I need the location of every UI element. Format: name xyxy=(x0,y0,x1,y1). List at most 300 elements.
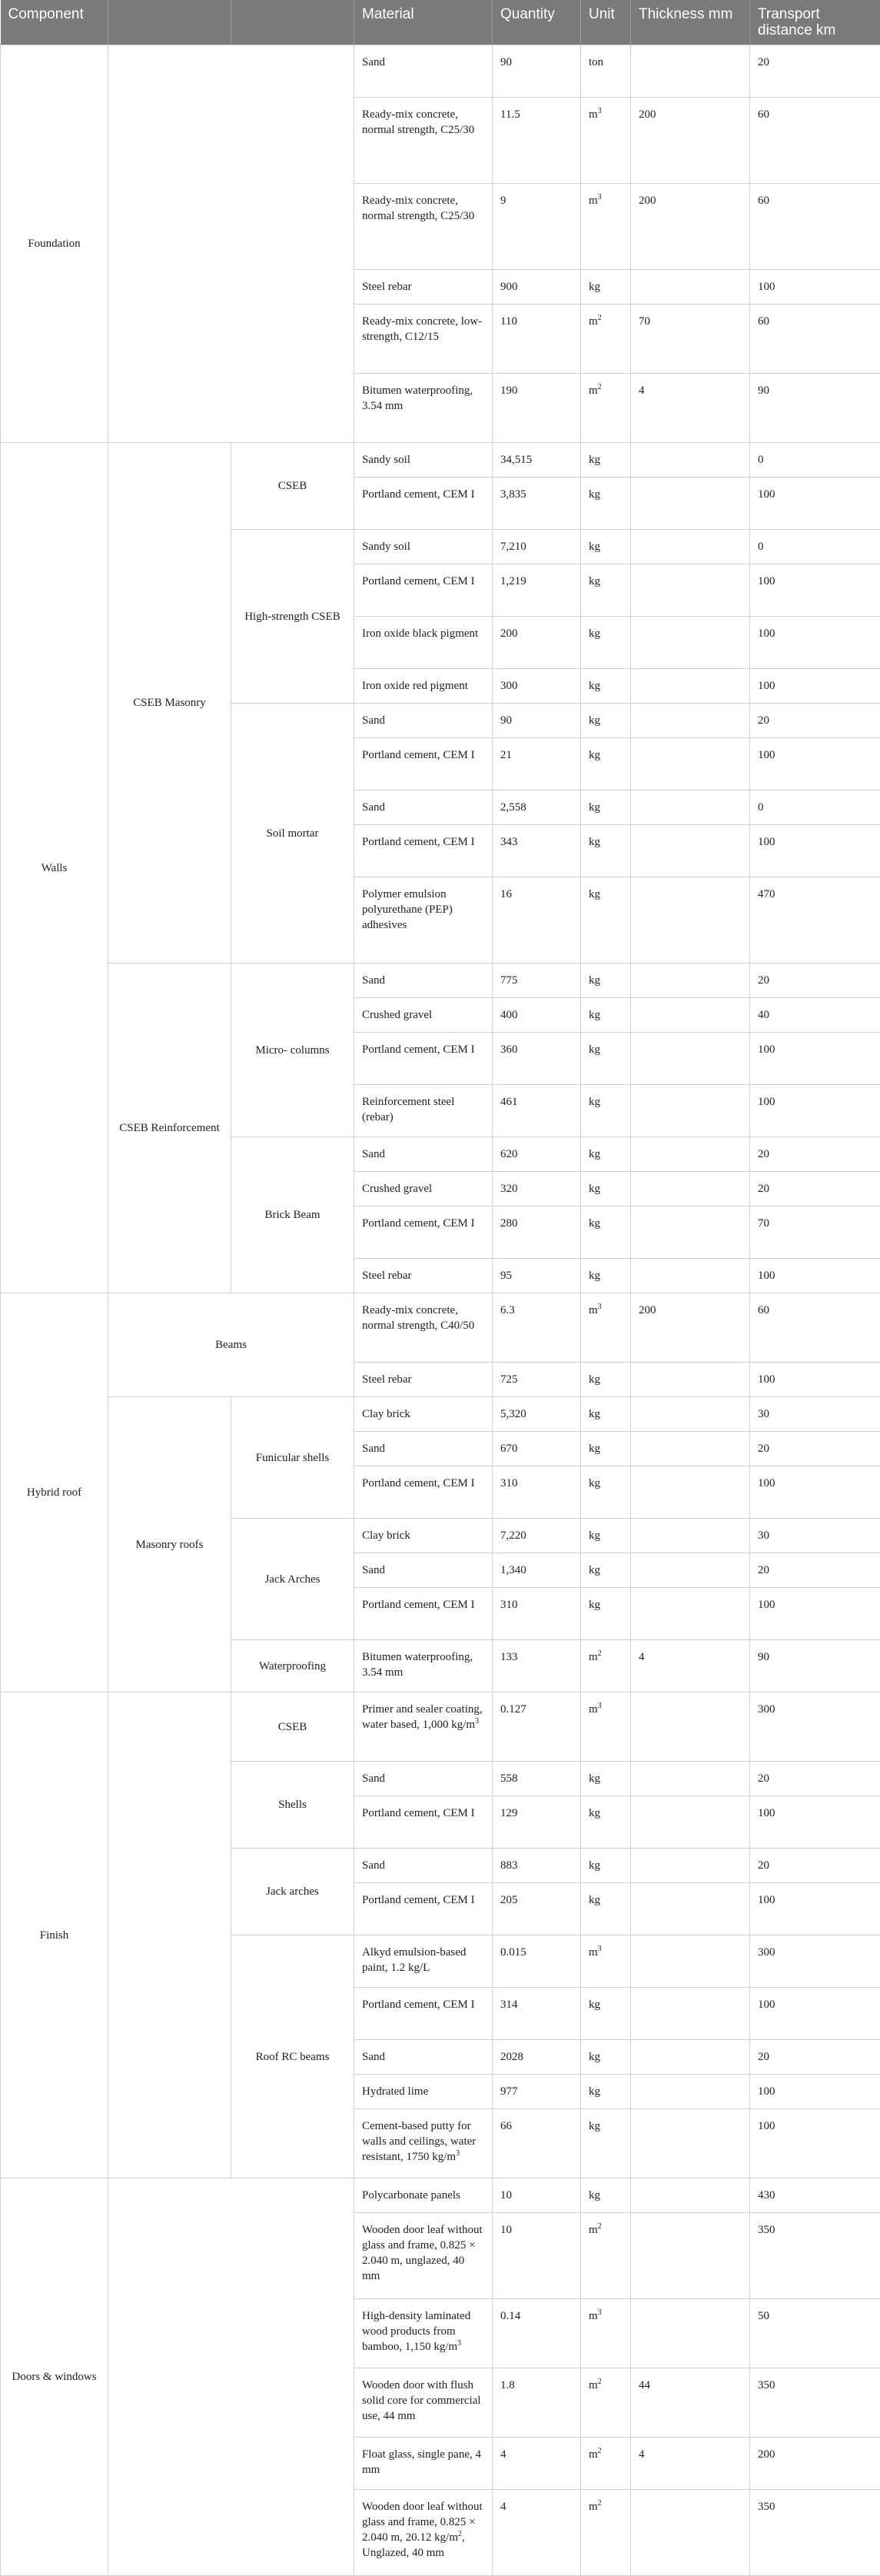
header-transport: Transport distance km xyxy=(750,0,880,45)
quantity-cell: 90 xyxy=(493,45,581,98)
thickness-cell xyxy=(631,2040,750,2075)
transport-cell: 60 xyxy=(750,184,880,270)
transport-cell: 100 xyxy=(750,1085,880,1137)
quantity-cell: 133 xyxy=(493,1640,581,1692)
quantity-cell: 320 xyxy=(493,1172,581,1206)
material-cell: Sand xyxy=(354,1553,493,1588)
unit-cell: $m^3$ xyxy=(581,1935,631,1988)
thickness-cell xyxy=(631,530,750,564)
thickness-cell: 200 xyxy=(631,1293,750,1363)
unit-cell: kg xyxy=(581,1796,631,1849)
header-unit: Unit xyxy=(581,0,631,45)
quantity-cell: 10 xyxy=(493,2213,581,2299)
quantity-cell: 11.5 xyxy=(493,98,581,184)
material-cell: Wooden door leaf without glass and frame, 0.825 × 2.040 m, 20.12 $kg/m^2$, Unglazed, 40 mm xyxy=(354,2490,493,2576)
material-cell: Steel rebar xyxy=(354,1363,493,1397)
unit-cell: kg xyxy=(581,964,631,998)
thickness-cell xyxy=(631,1363,750,1397)
unit-cell: kg xyxy=(581,478,631,530)
transport-cell: 50 xyxy=(750,2299,880,2368)
transport-cell: 60 xyxy=(750,98,880,184)
table-row xyxy=(1,1397,880,1432)
thickness-cell xyxy=(631,443,750,478)
quantity-cell: 200 xyxy=(493,617,581,669)
material-cell: Portland cement, CEM I xyxy=(354,1466,493,1519)
subgroup-cseb: CSEB xyxy=(231,443,354,530)
unit-superscript: 3 xyxy=(598,1945,602,1953)
quantity-cell: 6.3 xyxy=(493,1293,581,1363)
material-cell: Sand xyxy=(354,1762,493,1796)
transport-cell: 0 xyxy=(750,443,880,478)
quantity-cell: 1,219 xyxy=(493,564,581,617)
material-cell: Ready-mix concrete, low-strength, C12/15 xyxy=(354,305,493,374)
quantity-cell: 900 xyxy=(493,270,581,305)
thickness-cell xyxy=(631,1137,750,1172)
transport-cell: 90 xyxy=(750,374,880,443)
quantity-cell: 66 xyxy=(493,2109,581,2178)
material-cell: Sandy soil xyxy=(354,443,493,478)
material-cell: Sand xyxy=(354,1849,493,1883)
material-cell: Primer and sealer coating, water based, 1,000 $kg/m^3$ xyxy=(354,1692,493,1762)
unit-cell: $m^2$ xyxy=(581,374,631,443)
transport-cell: 100 xyxy=(750,669,880,704)
thickness-cell xyxy=(631,1519,750,1553)
thickness-cell: 200 xyxy=(631,184,750,270)
quantity-cell: 21 xyxy=(493,738,581,790)
table-header-row xyxy=(1,0,880,45)
material-cell: Bitumen waterproofing, 3.54 mm xyxy=(354,374,493,443)
transport-cell: 350 xyxy=(750,2213,880,2299)
transport-cell: 100 xyxy=(750,478,880,530)
material-cell: Sand xyxy=(354,2040,493,2075)
material-cell: Ready-mix concrete, normal strength, C25/30 xyxy=(354,98,493,184)
unit-superscript: 2 xyxy=(598,1649,602,1658)
thickness-cell xyxy=(631,617,750,669)
quantity-cell: 16 xyxy=(493,877,581,964)
material-cell: Polymer emulsion polyurethane (PEP) adhesives xyxy=(354,877,493,964)
empty-group xyxy=(108,1692,231,2178)
quantity-cell: 883 xyxy=(493,1849,581,1883)
quantity-cell: 0.127 xyxy=(493,1692,581,1762)
thickness-cell xyxy=(631,1553,750,1588)
thickness-cell xyxy=(631,998,750,1033)
material-cell: Steel rebar xyxy=(354,270,493,305)
transport-cell: 100 xyxy=(750,1883,880,1935)
unit-cell: kg xyxy=(581,2040,631,2075)
unit-cell: kg xyxy=(581,1033,631,1085)
transport-cell: 100 xyxy=(750,1588,880,1640)
transport-cell: 430 xyxy=(750,2178,880,2213)
quantity-cell: 461 xyxy=(493,1085,581,1137)
thickness-cell xyxy=(631,877,750,964)
subgroup-jack-arches-finish: Jack arches xyxy=(231,1849,354,1935)
transport-cell: 20 xyxy=(750,45,880,98)
unit-cell: kg xyxy=(581,825,631,877)
thickness-cell xyxy=(631,564,750,617)
thickness-cell xyxy=(631,1588,750,1640)
subgroup-funicular-shells: Funicular shells xyxy=(231,1397,354,1519)
transport-cell: 100 xyxy=(750,1988,880,2040)
material-cell: Sand xyxy=(354,1432,493,1466)
subgroup-jack-arches: Jack Arches xyxy=(231,1519,354,1640)
unit-cell: kg xyxy=(581,2109,631,2178)
table-row xyxy=(1,443,880,478)
quantity-cell: 1.8 xyxy=(493,2368,581,2438)
thickness-cell xyxy=(631,1988,750,2040)
material-cell: Steel rebar xyxy=(354,1259,493,1293)
header-thickness: Thickness mm xyxy=(631,0,750,45)
quantity-cell: 725 xyxy=(493,1363,581,1397)
unit-superscript: 3 xyxy=(598,2308,602,2317)
transport-cell: 20 xyxy=(750,964,880,998)
transport-cell: 100 xyxy=(750,2109,880,2178)
transport-cell: 20 xyxy=(750,1553,880,1588)
subgroup-micro-columns: Micro- columns xyxy=(231,964,354,1137)
quantity-cell: 9 xyxy=(493,184,581,270)
unit-cell: $m^2$ xyxy=(581,2368,631,2438)
quantity-cell: 300 xyxy=(493,669,581,704)
transport-cell: 30 xyxy=(750,1519,880,1553)
quantity-cell: 314 xyxy=(493,1988,581,2040)
quantity-cell: 2,558 xyxy=(493,790,581,825)
quantity-cell: 558 xyxy=(493,1762,581,1796)
transport-cell: 100 xyxy=(750,825,880,877)
thickness-cell xyxy=(631,2490,750,2576)
unit-cell: kg xyxy=(581,2075,631,2109)
quantity-cell: 5,320 xyxy=(493,1397,581,1432)
quantity-cell: 95 xyxy=(493,1259,581,1293)
transport-cell: 20 xyxy=(750,1432,880,1466)
transport-cell: 300 xyxy=(750,1692,880,1762)
unit-superscript: 2 xyxy=(598,2499,602,2508)
thickness-cell xyxy=(631,1692,750,1762)
transport-cell: 60 xyxy=(750,1293,880,1363)
unit-cell: kg xyxy=(581,1172,631,1206)
unit-cell: kg xyxy=(581,2178,631,2213)
transport-cell: 20 xyxy=(750,1762,880,1796)
unit-cell: $m^3$ xyxy=(581,98,631,184)
unit-cell: $m^2$ xyxy=(581,305,631,374)
material-superscript: 3 xyxy=(456,2149,460,2158)
material-cell: Sand xyxy=(354,964,493,998)
transport-cell: 100 xyxy=(750,738,880,790)
transport-cell: 20 xyxy=(750,2040,880,2075)
quantity-cell: 670 xyxy=(493,1432,581,1466)
unit-cell: kg xyxy=(581,877,631,964)
unit-cell: kg xyxy=(581,1988,631,2040)
component-doors-windows: Doors & windows xyxy=(1,2178,108,2576)
unit-superscript: 3 xyxy=(598,1303,602,1311)
thickness-cell xyxy=(631,1397,750,1432)
quantity-cell: 7,210 xyxy=(493,530,581,564)
material-cell: Sand xyxy=(354,45,493,98)
quantity-cell: 190 xyxy=(493,374,581,443)
material-cell: Polycarbonate panels xyxy=(354,2178,493,2213)
unit-cell: kg xyxy=(581,1519,631,1553)
material-cell: Iron oxide red pigment xyxy=(354,669,493,704)
thickness-cell xyxy=(631,45,750,98)
header-quantity: Quantity xyxy=(493,0,581,45)
material-cell: Portland cement, CEM I xyxy=(354,564,493,617)
unit-superscript: 2 xyxy=(598,2222,602,2231)
thickness-cell xyxy=(631,1935,750,1988)
material-cell: Clay brick xyxy=(354,1397,493,1432)
unit-cell: kg xyxy=(581,1206,631,1259)
material-cell: Wooden door leaf without glass and frame, 0.825 × 2.040 m, unglazed, 40 mm xyxy=(354,2213,493,2299)
thickness-cell: 4 xyxy=(631,2438,750,2490)
subgroup-roof-rc-beams: Roof RC beams xyxy=(231,1935,354,2178)
thickness-cell xyxy=(631,1796,750,1849)
material-superscript: 3 xyxy=(457,2339,461,2348)
unit-cell: kg xyxy=(581,1762,631,1796)
quantity-cell: 129 xyxy=(493,1796,581,1849)
material-cell: High-density laminated wood products from bamboo, 1,150 $kg/m^3$ xyxy=(354,2299,493,2368)
transport-cell: 470 xyxy=(750,877,880,964)
transport-cell: 100 xyxy=(750,564,880,617)
unit-cell: $m^3$ xyxy=(581,1293,631,1363)
thickness-cell xyxy=(631,825,750,877)
transport-cell: 200 xyxy=(750,2438,880,2490)
unit-cell: $m^3$ xyxy=(581,2299,631,2368)
material-cell: Float glass, single pane, 4 mm xyxy=(354,2438,493,2490)
quantity-cell: 310 xyxy=(493,1588,581,1640)
unit-cell: kg xyxy=(581,1466,631,1519)
unit-cell: kg xyxy=(581,443,631,478)
unit-superscript: 3 xyxy=(598,1702,602,1710)
unit-cell: $m^2$ xyxy=(581,2438,631,2490)
subgroup-waterproofing: Waterproofing xyxy=(231,1640,354,1692)
thickness-cell xyxy=(631,2178,750,2213)
unit-superscript: 2 xyxy=(598,314,602,322)
thickness-cell: 44 xyxy=(631,2368,750,2438)
thickness-cell xyxy=(631,270,750,305)
subgroup-high-strength-cseb: High-strength CSEB xyxy=(231,530,354,704)
thickness-cell xyxy=(631,704,750,738)
material-cell: Ready-mix concrete, normal strength, C40/50 xyxy=(354,1293,493,1363)
thickness-cell xyxy=(631,2109,750,2178)
unit-superscript: 2 xyxy=(598,2447,602,2455)
quantity-cell: 1,340 xyxy=(493,1553,581,1588)
quantity-cell: 977 xyxy=(493,2075,581,2109)
unit-cell: kg xyxy=(581,1259,631,1293)
material-cell: Bitumen waterproofing, 3.54 mm xyxy=(354,1640,493,1692)
unit-cell: kg xyxy=(581,1588,631,1640)
material-superscript: 2 xyxy=(458,2530,462,2538)
quantity-cell: 4 xyxy=(493,2490,581,2576)
unit-cell: kg xyxy=(581,1137,631,1172)
subgroup-brick-beam: Brick Beam xyxy=(231,1137,354,1293)
unit-cell: kg xyxy=(581,1397,631,1432)
quantity-cell: 10 xyxy=(493,2178,581,2213)
header-subgroup-2 xyxy=(231,0,354,45)
transport-cell: 100 xyxy=(750,2075,880,2109)
unit-cell: $m^3$ xyxy=(581,1692,631,1762)
quantity-cell: 110 xyxy=(493,305,581,374)
unit-cell: kg xyxy=(581,704,631,738)
unit-superscript: 3 xyxy=(598,193,602,201)
material-cell: Ready-mix concrete, normal strength, C25/30 xyxy=(354,184,493,270)
thickness-cell xyxy=(631,964,750,998)
unit-cell: kg xyxy=(581,530,631,564)
subgroup-shells: Shells xyxy=(231,1762,354,1849)
thickness-cell xyxy=(631,1259,750,1293)
transport-cell: 100 xyxy=(750,1796,880,1849)
quantity-cell: 90 xyxy=(493,704,581,738)
quantity-cell: 310 xyxy=(493,1466,581,1519)
material-cell: Reinforcement steel (rebar) xyxy=(354,1085,493,1137)
thickness-cell: 4 xyxy=(631,374,750,443)
quantity-cell: 4 xyxy=(493,2438,581,2490)
unit-cell: $m^3$ xyxy=(581,184,631,270)
thickness-cell: 70 xyxy=(631,305,750,374)
material-cell: Iron oxide black pigment xyxy=(354,617,493,669)
transport-cell: 90 xyxy=(750,1640,880,1692)
subgroup-finish-cseb: CSEB xyxy=(231,1692,354,1762)
thickness-cell: 200 xyxy=(631,98,750,184)
unit-cell: ton xyxy=(581,45,631,98)
thickness-cell xyxy=(631,1085,750,1137)
transport-cell: 350 xyxy=(750,2368,880,2438)
material-cell: Alkyd emulsion-based paint, 1.2 kg/L xyxy=(354,1935,493,1988)
unit-cell: kg xyxy=(581,617,631,669)
unit-cell: kg xyxy=(581,1432,631,1466)
transport-cell: 60 xyxy=(750,305,880,374)
thickness-cell xyxy=(631,1762,750,1796)
unit-superscript: 3 xyxy=(598,107,602,115)
material-cell: Sand xyxy=(354,790,493,825)
material-cell: Sand xyxy=(354,1137,493,1172)
transport-cell: 0 xyxy=(750,530,880,564)
quantity-cell: 343 xyxy=(493,825,581,877)
thickness-cell xyxy=(631,1883,750,1935)
unit-cell: kg xyxy=(581,1849,631,1883)
quantity-cell: 0.015 xyxy=(493,1935,581,1988)
material-cell: Portland cement, CEM I xyxy=(354,1796,493,1849)
table-row xyxy=(1,1293,880,1363)
material-cell: Portland cement, CEM I xyxy=(354,738,493,790)
header-component: Component xyxy=(1,0,108,45)
thickness-cell: 4 xyxy=(631,1640,750,1692)
material-cell: Crushed gravel xyxy=(354,998,493,1033)
quantity-cell: 775 xyxy=(493,964,581,998)
material-cell: Portland cement, CEM I xyxy=(354,1588,493,1640)
unit-cell: kg xyxy=(581,270,631,305)
unit-cell: kg xyxy=(581,790,631,825)
thickness-cell xyxy=(631,1466,750,1519)
component-finish: Finish xyxy=(1,1692,108,2178)
thickness-cell xyxy=(631,478,750,530)
transport-cell: 100 xyxy=(750,1363,880,1397)
unit-cell: $m^2$ xyxy=(581,2490,631,2576)
thickness-cell xyxy=(631,2213,750,2299)
transport-cell: 300 xyxy=(750,1935,880,1988)
quantity-cell: 400 xyxy=(493,998,581,1033)
material-cell: Sand xyxy=(354,704,493,738)
subgroup-soil-mortar: Soil mortar xyxy=(231,704,354,964)
transport-cell: 350 xyxy=(750,2490,880,2576)
unit-superscript: 2 xyxy=(598,2378,602,2386)
unit-superscript: 2 xyxy=(598,383,602,391)
table-row xyxy=(1,45,880,98)
transport-cell: 20 xyxy=(750,1137,880,1172)
thickness-cell xyxy=(631,1432,750,1466)
unit-cell: kg xyxy=(581,1363,631,1397)
material-cell: Wooden door with flush solid core for commercial use, 44 mm xyxy=(354,2368,493,2438)
material-cell: Hydrated lime xyxy=(354,2075,493,2109)
material-cell: Crushed gravel xyxy=(354,1172,493,1206)
unit-cell: kg xyxy=(581,1085,631,1137)
group-cseb-masonry: CSEB Masonry xyxy=(108,443,231,964)
transport-cell: 100 xyxy=(750,1466,880,1519)
quantity-cell: 34,515 xyxy=(493,443,581,478)
group-masonry-roofs: Masonry roofs xyxy=(108,1397,231,1692)
material-cell: Portland cement, CEM I xyxy=(354,825,493,877)
quantity-cell: 7,220 xyxy=(493,1519,581,1553)
thickness-cell xyxy=(631,1033,750,1085)
unit-cell: kg xyxy=(581,669,631,704)
material-cell: Portland cement, CEM I xyxy=(354,1988,493,2040)
component-hybrid-roof: Hybrid roof xyxy=(1,1293,108,1692)
thickness-cell xyxy=(631,1206,750,1259)
thickness-cell xyxy=(631,790,750,825)
transport-cell: 100 xyxy=(750,1259,880,1293)
thickness-cell xyxy=(631,669,750,704)
unit-cell: kg xyxy=(581,998,631,1033)
material-cell: Portland cement, CEM I xyxy=(354,478,493,530)
transport-cell: 100 xyxy=(750,617,880,669)
material-cell: Portland cement, CEM I xyxy=(354,1033,493,1085)
quantity-cell: 205 xyxy=(493,1883,581,1935)
component-walls: Walls xyxy=(1,443,108,1293)
quantity-cell: 0.14 xyxy=(493,2299,581,2368)
material-cell: Cement-based putty for walls and ceilings, water resistant, 1750 $kg/m^3$ xyxy=(354,2109,493,2178)
quantity-cell: 360 xyxy=(493,1033,581,1085)
material-superscript: 3 xyxy=(475,1717,479,1726)
transport-cell: 20 xyxy=(750,704,880,738)
thickness-cell xyxy=(631,1172,750,1206)
quantity-cell: 620 xyxy=(493,1137,581,1172)
empty-group xyxy=(108,2178,354,2576)
transport-cell: 0 xyxy=(750,790,880,825)
unit-cell: kg xyxy=(581,564,631,617)
thickness-cell xyxy=(631,2075,750,2109)
header-subgroup xyxy=(108,0,231,45)
empty-group xyxy=(108,45,354,443)
unit-cell: $m^2$ xyxy=(581,2213,631,2299)
material-cell: Portland cement, CEM I xyxy=(354,1883,493,1935)
unit-cell: kg xyxy=(581,1883,631,1935)
group-beams: Beams xyxy=(108,1293,354,1397)
quantity-cell: 3,835 xyxy=(493,478,581,530)
unit-cell: kg xyxy=(581,1553,631,1588)
table-row xyxy=(1,1692,880,1762)
quantity-cell: 2028 xyxy=(493,2040,581,2075)
transport-cell: 40 xyxy=(750,998,880,1033)
transport-cell: 70 xyxy=(750,1206,880,1259)
component-foundation: Foundation xyxy=(1,45,108,443)
material-cell: Clay brick xyxy=(354,1519,493,1553)
transport-cell: 20 xyxy=(750,1849,880,1883)
quantity-cell: 280 xyxy=(493,1206,581,1259)
transport-cell: 100 xyxy=(750,1033,880,1085)
transport-cell: 30 xyxy=(750,1397,880,1432)
unit-cell: $m^2$ xyxy=(581,1640,631,1692)
transport-cell: 100 xyxy=(750,270,880,305)
table-row xyxy=(1,2178,880,2213)
unit-cell: kg xyxy=(581,738,631,790)
thickness-cell xyxy=(631,738,750,790)
table-row xyxy=(1,964,880,998)
